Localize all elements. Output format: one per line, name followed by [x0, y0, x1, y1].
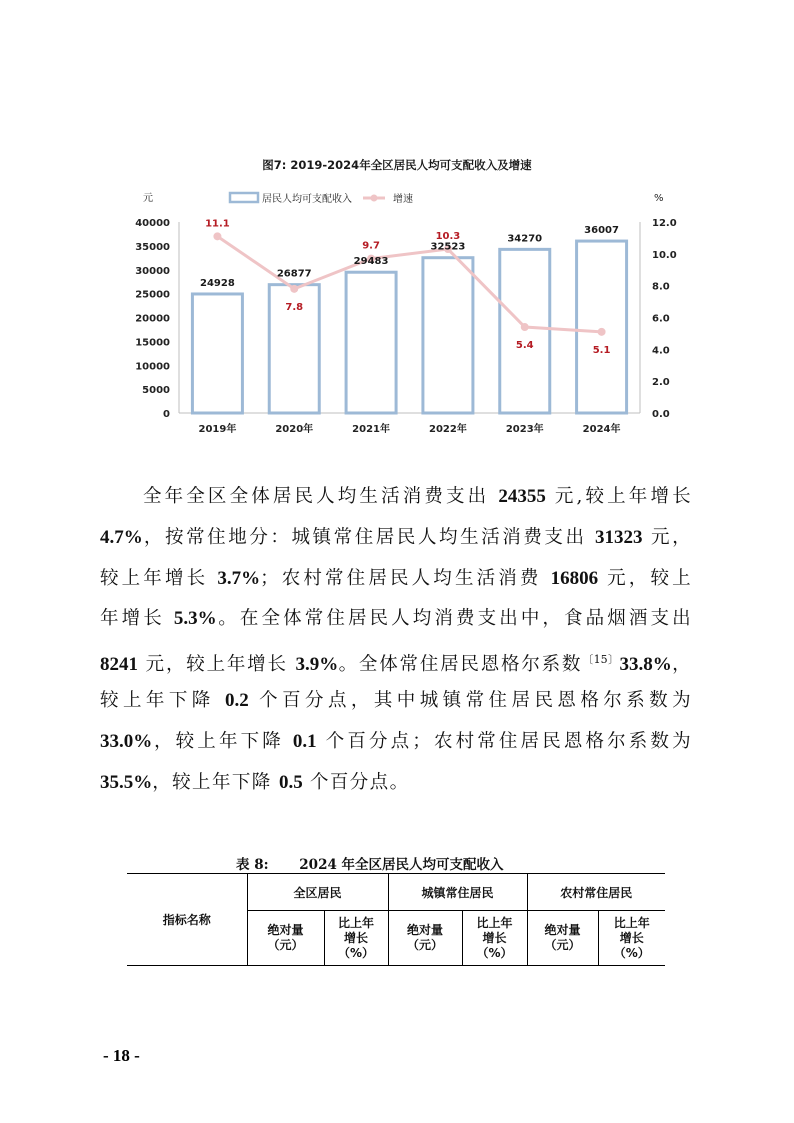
y-left-tick-label: 10000: [135, 361, 170, 373]
subheader-growth: [324, 911, 388, 966]
bold-number: 8241: [100, 654, 138, 676]
subheader-absolute: [527, 911, 598, 966]
subheader-absolute: [247, 911, 324, 966]
legend-bar-label: 居民人均可支配收入: [262, 194, 352, 205]
bold-number: 0.2: [225, 689, 249, 711]
footnote-ref: 〔15〕: [582, 653, 620, 667]
text-run: 个百分点。: [302, 771, 410, 793]
y-right-tick-label: 12.0: [652, 218, 677, 229]
text-line: [100, 599, 692, 640]
subheader-label: 增长: [619, 930, 644, 945]
text-run: ，较上年下降: [152, 730, 293, 752]
growth-point: [598, 328, 606, 336]
y-right-tick-label: 4.0: [652, 345, 670, 357]
bold-number: 3.7%: [217, 567, 261, 589]
table-caption: [236, 853, 504, 873]
legend-line-label: 增速: [393, 194, 413, 205]
text-run: 个百分点；农村常住居民恩格尔系数为: [316, 730, 692, 752]
group-header-all: 全区居民: [247, 874, 388, 911]
subheader-growth: [462, 911, 527, 966]
y-left-tick-label: 5000: [142, 385, 170, 397]
text-run: 。全体常住居民恩格尔系数: [338, 654, 583, 676]
bar-value-label: 29483: [353, 256, 389, 268]
growth-value-label: 5.4: [515, 340, 534, 352]
text-run: 较上年下降: [100, 689, 226, 711]
bold-number: 31323: [595, 526, 643, 548]
income-table: [127, 873, 665, 966]
x-tick-label: 2019年: [198, 424, 237, 435]
subheader-label: 增长: [344, 930, 369, 945]
text-line: [100, 559, 692, 600]
x-tick-label: 2022年: [428, 424, 467, 435]
growth-value-label: 9.7: [362, 240, 380, 252]
legend-bar-swatch: [230, 193, 258, 202]
subheader-label: 比上年: [338, 915, 375, 930]
text-run: ，按常住地分：城镇常住居民人均生活消费支出: [142, 526, 596, 548]
text-line: [100, 763, 692, 804]
text-run: 较上年增长: [100, 567, 218, 589]
bold-number: 33.0%: [100, 730, 153, 752]
bold-number: 35.5%: [100, 771, 153, 793]
text-run: 全年全区全体居民人均生活消费支出: [143, 486, 499, 507]
text-run: 个百分点，其中城镇常住居民恩格尔系数为: [248, 689, 692, 711]
text-run: ，: [671, 654, 692, 676]
y-left-tick-label: 25000: [135, 289, 170, 301]
page-number: - 18 -: [103, 1046, 140, 1065]
bar-value-label: 36007: [584, 225, 619, 237]
bar-value-label: 34270: [507, 233, 543, 245]
group-header-urban: 城镇常住居民: [388, 874, 527, 911]
growth-point: [290, 285, 298, 293]
subheader-label: 比上年: [476, 915, 513, 930]
growth-value-label: 5.1: [592, 344, 611, 356]
bold-number: 0.1: [292, 730, 317, 752]
subheader-label: 比上年: [613, 915, 650, 930]
text-run: 元，较上: [598, 567, 692, 589]
y-right-tick-label: 10.0: [652, 249, 677, 261]
bold-number: 24355: [498, 486, 546, 507]
bar-value-label: 26877: [276, 268, 312, 280]
y-left-tick-label: 15000: [135, 337, 170, 349]
bar: [346, 272, 396, 413]
bar: [500, 249, 550, 413]
subheader-absolute: [388, 911, 462, 966]
text-line: [100, 640, 692, 681]
text-run: 。在全体常住居民人均消费支出中，食品烟酒支出: [216, 608, 692, 630]
bold-number: 4.7%: [100, 526, 143, 548]
bold-number: 3.9%: [295, 654, 339, 676]
subheader-label: 绝对量: [267, 923, 304, 937]
indicator-header: 指标名称: [127, 874, 247, 966]
y-left-tick-label: 35000: [135, 241, 170, 253]
text-line: [100, 681, 692, 722]
growth-value-label: 11.1: [205, 218, 230, 230]
text-line: [100, 518, 692, 559]
bold-number: 5.3%: [173, 608, 217, 630]
y-left-unit: 元: [143, 193, 153, 204]
y-right-unit: %: [654, 193, 664, 204]
text-run: 年增长: [100, 608, 174, 630]
income-chart: [0, 0, 794, 450]
subheader-unit: （%）: [476, 945, 513, 960]
subheader-growth: [598, 911, 665, 966]
text-run: 元，: [642, 526, 692, 548]
bold-number: 33.8%: [619, 654, 672, 676]
y-left-tick-label: 0: [163, 409, 170, 420]
subheader-label: 绝对量: [407, 923, 444, 937]
y-left-tick-label: 20000: [135, 313, 170, 325]
bar-value-label: 24928: [200, 277, 235, 289]
bar-value-label: 32523: [430, 241, 466, 253]
text-run: ，较上年下降: [152, 771, 279, 793]
growth-value-label: 7.8: [285, 301, 304, 313]
growth-point: [213, 232, 221, 240]
bold-number: 16806: [550, 567, 599, 589]
y-right-tick-label: 2.0: [652, 377, 670, 389]
x-tick-label: 2023年: [505, 424, 544, 435]
bar: [192, 294, 242, 413]
text-run: ；农村常住居民人均生活消费: [260, 567, 551, 589]
y-left-tick-label: 40000: [135, 218, 170, 229]
subheader-unit: （%）: [613, 945, 650, 960]
x-tick-label: 2020年: [275, 424, 314, 435]
subheader-unit: （%）: [337, 945, 375, 960]
subheader-unit: （元）: [544, 938, 581, 952]
bold-number: 0.5: [278, 771, 303, 793]
figure-title: 图7: 2019-2024年全区居民人均可支配收入及增速: [262, 158, 532, 172]
text-line: [100, 722, 692, 763]
subheader-label: 绝对量: [544, 923, 581, 937]
text-run: 元，较上年增长: [138, 654, 296, 676]
y-right-tick-label: 6.0: [652, 313, 670, 325]
body-paragraph: [100, 477, 692, 803]
bar: [423, 258, 473, 413]
text-line: [100, 477, 692, 518]
growth-point: [521, 323, 529, 331]
group-header-rural: 农村常住居民: [527, 874, 665, 911]
subheader-label: 增长: [482, 930, 507, 945]
y-right-tick-label: 8.0: [652, 281, 670, 293]
subheader-unit: （元）: [267, 938, 304, 952]
text-run: 元,较上年增长: [545, 486, 692, 507]
table-caption-number: 表 8:: [236, 857, 269, 873]
table-caption-title: 2024 年全区居民人均可支配收入: [299, 857, 504, 873]
subheader-unit: （元）: [407, 938, 444, 952]
y-left-tick-label: 30000: [135, 265, 170, 277]
growth-value-label: 10.3: [435, 231, 461, 243]
x-tick-label: 2021年: [352, 424, 391, 435]
x-tick-label: 2024年: [582, 424, 621, 435]
legend-line-marker: [371, 195, 378, 202]
y-right-tick-label: 0.0: [652, 409, 670, 420]
bar: [577, 241, 627, 413]
